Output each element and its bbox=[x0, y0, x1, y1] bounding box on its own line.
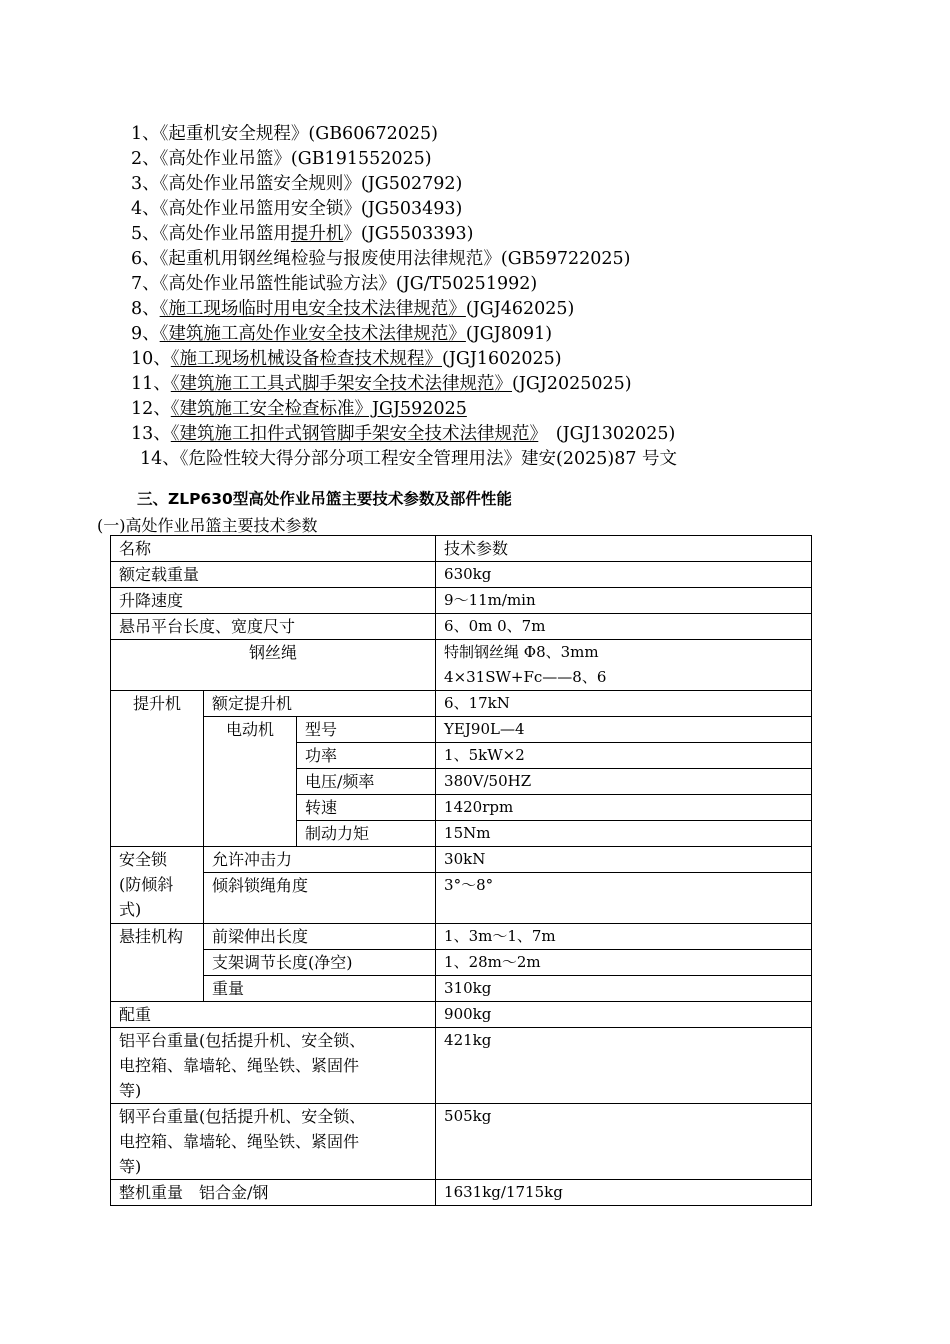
cell-value: 6、17kN bbox=[436, 691, 812, 717]
reference-item: 7、《高处作业吊篮性能试验方法》(JG/T50251992) bbox=[131, 274, 538, 294]
table-row bbox=[111, 640, 812, 691]
table-row bbox=[111, 873, 812, 924]
cell-label: 额定载重量 bbox=[111, 562, 436, 588]
cell-line: 铝平台重量(包括提升机、安全锁、 bbox=[119, 1031, 366, 1050]
table-row bbox=[111, 847, 812, 873]
cell-value: 6、0m 0、7m bbox=[436, 614, 812, 640]
cell-line: 等) bbox=[119, 1081, 142, 1100]
table-row bbox=[111, 588, 812, 614]
cell-label bbox=[111, 1028, 436, 1104]
cell-line: 电控箱、靠墙轮、绳坠铁、紧固件 bbox=[119, 1132, 360, 1151]
cell-value: 30kN bbox=[436, 847, 812, 873]
cell-value: 380V/50HZ bbox=[436, 769, 812, 795]
cell-group-label: 电动机 bbox=[204, 717, 297, 847]
reference-item: 14、《危险性较大得分部分项工程安全管理用法》建安(2025)87 号文 bbox=[140, 449, 678, 469]
cell-label: 允许冲击力 bbox=[204, 847, 436, 873]
cell-label: 电压/频率 bbox=[297, 769, 436, 795]
cell-group-label: 悬挂机构 bbox=[111, 924, 204, 1002]
reference-item: 10、《施工现场机械设备检查技术规程》(JGJ1602025) bbox=[131, 349, 562, 369]
cell-line: 式) bbox=[119, 900, 142, 919]
cell-label: 倾斜锁绳角度 bbox=[204, 873, 436, 924]
spec-table bbox=[110, 535, 812, 1206]
sub-title: (一)高处作业吊篮主要技术参数 bbox=[97, 516, 318, 535]
cell-label: 转速 bbox=[297, 795, 436, 821]
cell-value: 630kg bbox=[436, 562, 812, 588]
table-row bbox=[111, 1028, 812, 1104]
reference-item: 11、《建筑施工工具式脚手架安全技术法律规范》(JGJ2025025) bbox=[131, 374, 632, 394]
cell-line: 电控箱、靠墙轮、绳坠铁、紧固件 bbox=[119, 1056, 360, 1075]
table-row bbox=[111, 1104, 812, 1180]
cell-line: (防倾斜 bbox=[119, 875, 174, 894]
cell-line: 安全锁 bbox=[119, 850, 168, 869]
cell-label: 制动力矩 bbox=[297, 821, 436, 847]
cell-value: YEJ90L—4 bbox=[436, 717, 812, 743]
cell-label: 前梁伸出长度 bbox=[204, 924, 436, 950]
cell-group-label: 提升机 bbox=[111, 691, 204, 847]
reference-item: 2、《高处作业吊篮》(GB191552025) bbox=[131, 149, 432, 169]
table-row bbox=[111, 976, 812, 1002]
reference-item: 9、《建筑施工高处作业安全技术法律规范》(JGJ8091) bbox=[131, 324, 553, 344]
cell-value: 1、3m～1、7m bbox=[436, 924, 812, 950]
table-row bbox=[111, 1180, 812, 1206]
table-row bbox=[111, 950, 812, 976]
cell-label: 整机重量 铝合金/钢 bbox=[111, 1180, 436, 1206]
cell-value: 1、28m～2m bbox=[436, 950, 812, 976]
cell-value: 900kg bbox=[436, 1002, 812, 1028]
cell-value: 421kg bbox=[436, 1028, 812, 1104]
cell-label: 功率 bbox=[297, 743, 436, 769]
reference-item: 1、《起重机安全规程》(GB60672025) bbox=[131, 124, 438, 144]
cell-label: 悬吊平台长度、宽度尺寸 bbox=[111, 614, 436, 640]
cell-value: 505kg bbox=[436, 1104, 812, 1180]
cell-value: 9～11m/min bbox=[436, 588, 812, 614]
cell-label: 支架调节长度(净空) bbox=[204, 950, 436, 976]
reference-item: 12、《建筑施工安全检查标准》JGJ592025 bbox=[131, 399, 467, 419]
table-header-name: 名称 bbox=[111, 536, 436, 562]
cell-value: 1631kg/1715kg bbox=[436, 1180, 812, 1206]
section-title: 三、ZLP630型高处作业吊篮主要技术参数及部件性能 bbox=[137, 490, 512, 508]
cell-label: 配重 bbox=[111, 1002, 436, 1028]
cell-line: 钢平台重量(包括提升机、安全锁、 bbox=[119, 1107, 366, 1126]
reference-item: 13、《建筑施工扣件式钢管脚手架安全技术法律规范》 (JGJ1302025) bbox=[131, 424, 676, 444]
cell-label: 型号 bbox=[297, 717, 436, 743]
reference-item: 3、《高处作业吊篮安全规则》(JG502792) bbox=[131, 174, 463, 194]
table-row bbox=[111, 614, 812, 640]
table-row bbox=[111, 717, 812, 743]
table-row bbox=[111, 691, 812, 717]
table-header-value: 技术参数 bbox=[436, 536, 812, 562]
table-row bbox=[111, 1002, 812, 1028]
reference-item: 8、《施工现场临时用电安全技术法律规范》(JGJ462025) bbox=[131, 299, 575, 319]
table-row bbox=[111, 536, 812, 562]
table-row bbox=[111, 562, 812, 588]
cell-label: 钢丝绳 bbox=[111, 640, 436, 691]
table-row bbox=[111, 924, 812, 950]
cell-group-label bbox=[111, 847, 204, 924]
cell-value: 15Nm bbox=[436, 821, 812, 847]
cell-label bbox=[111, 1104, 436, 1180]
cell-value: 310kg bbox=[436, 976, 812, 1002]
cell-label: 重量 bbox=[204, 976, 436, 1002]
cell-label: 升降速度 bbox=[111, 588, 436, 614]
cell-value: 3°～8° bbox=[436, 873, 812, 924]
cell-line: 4×31SW+Fc——8、6 bbox=[444, 668, 607, 686]
cell-label: 额定提升机 bbox=[204, 691, 436, 717]
cell-line: 特制钢丝绳 Φ8、3mm bbox=[444, 643, 599, 661]
cell-line: 等) bbox=[119, 1157, 142, 1176]
reference-item: 5、《高处作业吊篮用提升机》(JG5503393) bbox=[131, 224, 474, 244]
reference-item: 4、《高处作业吊篮用安全锁》(JG503493) bbox=[131, 199, 463, 219]
reference-item: 6、《起重机用钢丝绳检验与报废使用法律规范》(GB59722025) bbox=[131, 249, 631, 269]
cell-value bbox=[436, 640, 812, 691]
cell-value: 1、5kW×2 bbox=[436, 743, 812, 769]
cell-value: 1420rpm bbox=[436, 795, 812, 821]
